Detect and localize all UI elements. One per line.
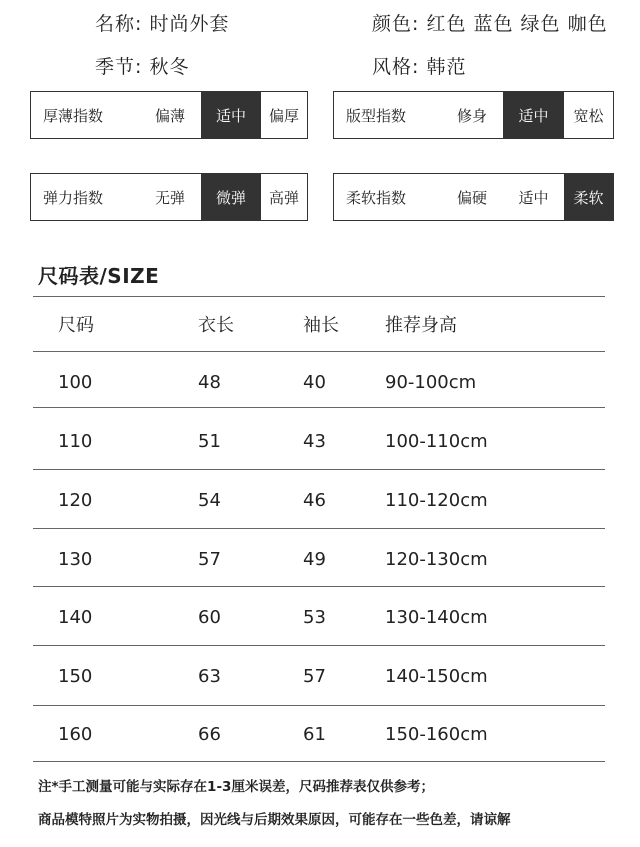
fit-index-box [333, 91, 614, 139]
index-option: 修身 [456, 106, 487, 125]
divider [33, 528, 605, 529]
divider [33, 296, 605, 297]
index-option: 微弹 [201, 174, 261, 220]
table-row [0, 353, 640, 411]
thickness-index-box [30, 91, 308, 139]
cell-sleeve: 46 [303, 489, 326, 511]
index-option: 宽松 [573, 106, 604, 125]
product-colors [372, 9, 608, 36]
index-option: 适中 [518, 188, 549, 207]
cell-length: 51 [198, 430, 221, 452]
style-label: 风格: [372, 56, 420, 78]
index-label: 柔软指数 [346, 188, 407, 207]
table-row [0, 588, 640, 646]
table-row [0, 647, 640, 705]
note-color-difference: 商品模特照片为实物拍摄，因光线与后期效果原因，可能存在一些色差，请谅解 [38, 812, 511, 828]
cell-sleeve: 43 [303, 430, 326, 452]
cell-sleeve: 53 [303, 606, 326, 628]
table-row [0, 412, 640, 470]
cell-height: 140-150cm [385, 665, 488, 687]
softness-index-box [333, 173, 614, 221]
cell-sleeve: 57 [303, 665, 326, 687]
index-option: 偏厚 [268, 106, 299, 125]
table-row [0, 530, 640, 588]
table-row [0, 471, 640, 529]
cell-length: 60 [198, 606, 221, 628]
cell-size: 110 [58, 430, 93, 452]
divider [33, 351, 605, 352]
cell-size: 160 [58, 723, 93, 745]
divider [33, 407, 605, 408]
divider [33, 586, 605, 587]
product-name [95, 9, 229, 36]
elasticity-index-box [30, 173, 308, 221]
divider [33, 645, 605, 646]
product-style [372, 52, 466, 79]
divider [33, 469, 605, 470]
cell-sleeve: 40 [303, 371, 326, 393]
index-option: 偏硬 [456, 188, 487, 207]
index-option: 适中 [503, 92, 564, 138]
cell-size: 120 [58, 489, 93, 511]
note-measurement: 注*手工测量可能与实际存在1-3厘米误差，尺码推荐表仅供参考； [38, 779, 434, 795]
cell-sleeve: 61 [303, 723, 326, 745]
table-row [0, 705, 640, 763]
cell-height: 150-160cm [385, 723, 488, 745]
index-label: 厚薄指数 [43, 106, 104, 125]
cell-size: 150 [58, 665, 93, 687]
cell-length: 63 [198, 665, 221, 687]
season-value: 秋冬 [149, 56, 190, 78]
size-table-header [0, 298, 640, 350]
cell-length: 57 [198, 548, 221, 570]
season-label: 季节: [95, 56, 143, 78]
index-label: 弹力指数 [43, 188, 104, 207]
name-label: 名称: [95, 13, 143, 35]
name-value: 时尚外套 [149, 13, 230, 35]
cell-height: 120-130cm [385, 548, 488, 570]
cell-length: 66 [198, 723, 221, 745]
cell-size: 140 [58, 606, 93, 628]
divider [33, 761, 605, 762]
header-length: 衣长 [198, 315, 234, 336]
header-size: 尺码 [58, 315, 94, 336]
index-option: 无弹 [154, 188, 185, 207]
header-height: 推荐身高 [385, 315, 457, 336]
cell-height: 110-120cm [385, 489, 488, 511]
index-option: 适中 [201, 92, 261, 138]
cell-size: 130 [58, 548, 93, 570]
index-option: 偏薄 [154, 106, 185, 125]
size-table-title: 尺码表/SIZE [38, 264, 160, 288]
color-label: 颜色: [372, 13, 420, 35]
cell-size: 100 [58, 371, 93, 393]
cell-length: 54 [198, 489, 221, 511]
index-label: 版型指数 [346, 106, 407, 125]
style-value: 韩范 [426, 56, 467, 78]
index-option: 柔软 [564, 174, 613, 220]
cell-sleeve: 49 [303, 548, 326, 570]
cell-length: 48 [198, 371, 221, 393]
color-value: 红色 蓝色 绿色 咖色 [426, 13, 608, 35]
header-sleeve: 袖长 [303, 315, 339, 336]
cell-height: 90-100cm [385, 371, 477, 393]
cell-height: 100-110cm [385, 430, 488, 452]
cell-height: 130-140cm [385, 606, 488, 628]
product-season [95, 52, 189, 79]
index-option: 高弹 [268, 188, 299, 207]
